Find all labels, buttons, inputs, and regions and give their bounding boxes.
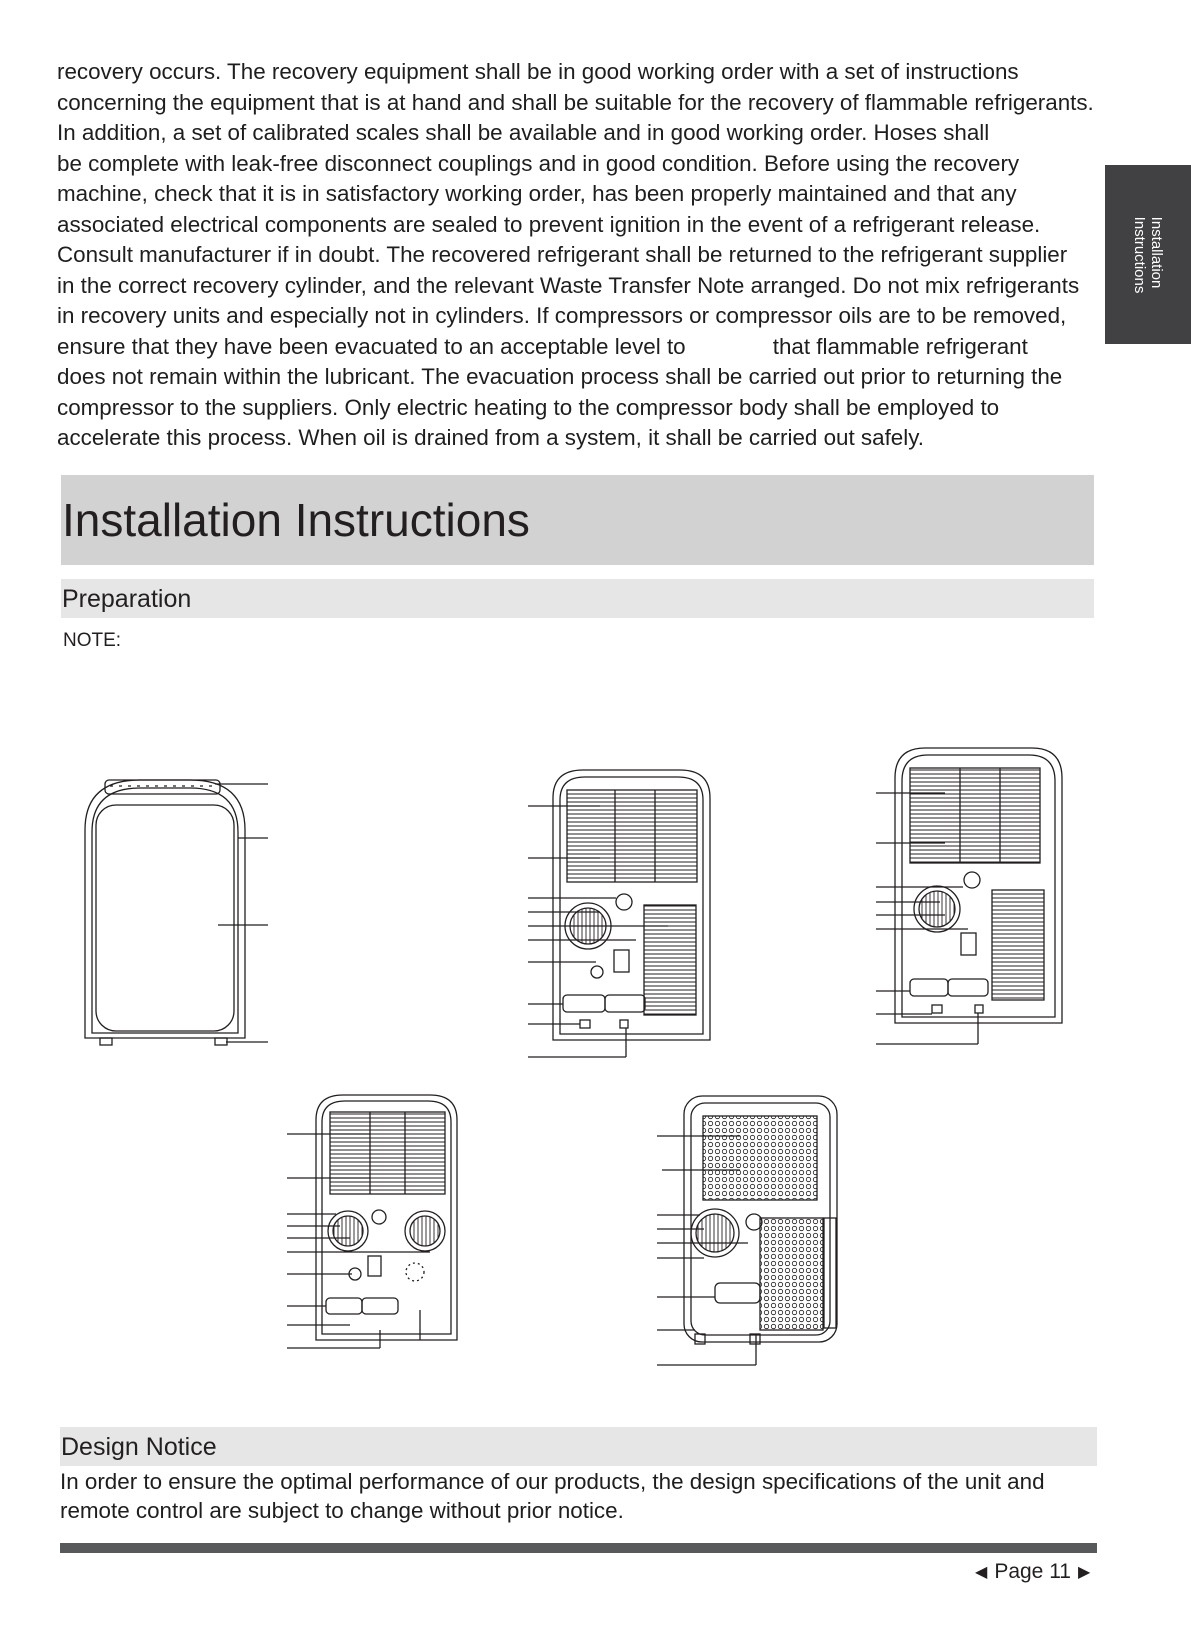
- rear-view-diagram-2: [876, 748, 1062, 1044]
- intro-line: concerning the equipment that is at hand and shall be suitable for the recovery of flammable refrigerants.: [57, 89, 1094, 115]
- intro-line: in the correct recovery cylinder, and the relevant Waste Transfer Note arranged. Do not mix refrigerants: [57, 272, 1080, 298]
- intro-line: ensure that they have been evacuated to an acceptable level to that flammable refrigerant: [57, 333, 1028, 359]
- intro-line: accelerate this process. When oil is drained from a system, it shall be carried out safely.: [57, 425, 924, 450]
- triangle-right-icon[interactable]: ▶: [1078, 1564, 1091, 1581]
- page-number: Page 11: [994, 1560, 1071, 1583]
- page-footer: [975, 1560, 1090, 1584]
- intro-line: be complete with leak-free disconnect couplings and in good condition. Before using the recovery: [57, 150, 1020, 176]
- intro-line: does not remain within the lubricant. The evacuation process shall be carried out prior to returning the: [57, 364, 1063, 389]
- intro-line: compressor to the suppliers. Only electric heating to the compressor body shall be employed to: [57, 394, 1000, 420]
- footer-divider: [60, 1543, 1097, 1553]
- front-view-diagram: [85, 780, 268, 1045]
- intro-line: associated electrical components are sealed to prevent ignition in the event of a refrigerant release.: [57, 211, 1041, 237]
- intro-line: machine, check that it is in satisfactory working order, has been properly maintained and that any: [57, 181, 1017, 206]
- design-notice-text: [60, 1467, 1045, 1525]
- intro-line: in recovery units and especially not in cylinders. If compressors or compressor oils are to be removed,: [57, 303, 1067, 328]
- design-notice-heading: Design Notice: [61, 1433, 217, 1461]
- intro-line: recovery occurs. The recovery equipment shall be in good working order with a set of instructions: [57, 59, 1019, 84]
- design-notice-bar: [60, 1427, 1097, 1466]
- rear-view-diagram-4: [657, 1096, 837, 1365]
- intro-line: Consult manufacturer if in doubt. The recovered refrigerant shall be returned to the refrigerant supplier: [57, 242, 1068, 267]
- design-notice-line: remote control are subject to change without prior notice.: [60, 1498, 624, 1523]
- triangle-left-icon[interactable]: ◀: [975, 1564, 988, 1581]
- side-tab-line1: Installation: [1148, 216, 1165, 288]
- preparation-heading: Preparation: [62, 585, 192, 613]
- design-notice-line: In order to ensure the optimal performance of our products, the design specifications of the unit and: [60, 1469, 1045, 1494]
- side-tab-line2: Instructions: [1131, 216, 1148, 293]
- rear-view-diagram-1: [528, 770, 710, 1057]
- rear-view-diagram-3: [287, 1095, 457, 1348]
- intro-line: In addition, a set of calibrated scales shall be available and in good working order. Hoses shall: [57, 120, 990, 145]
- note-label: NOTE:: [63, 630, 122, 651]
- section-title: Installation Instructions: [62, 494, 530, 546]
